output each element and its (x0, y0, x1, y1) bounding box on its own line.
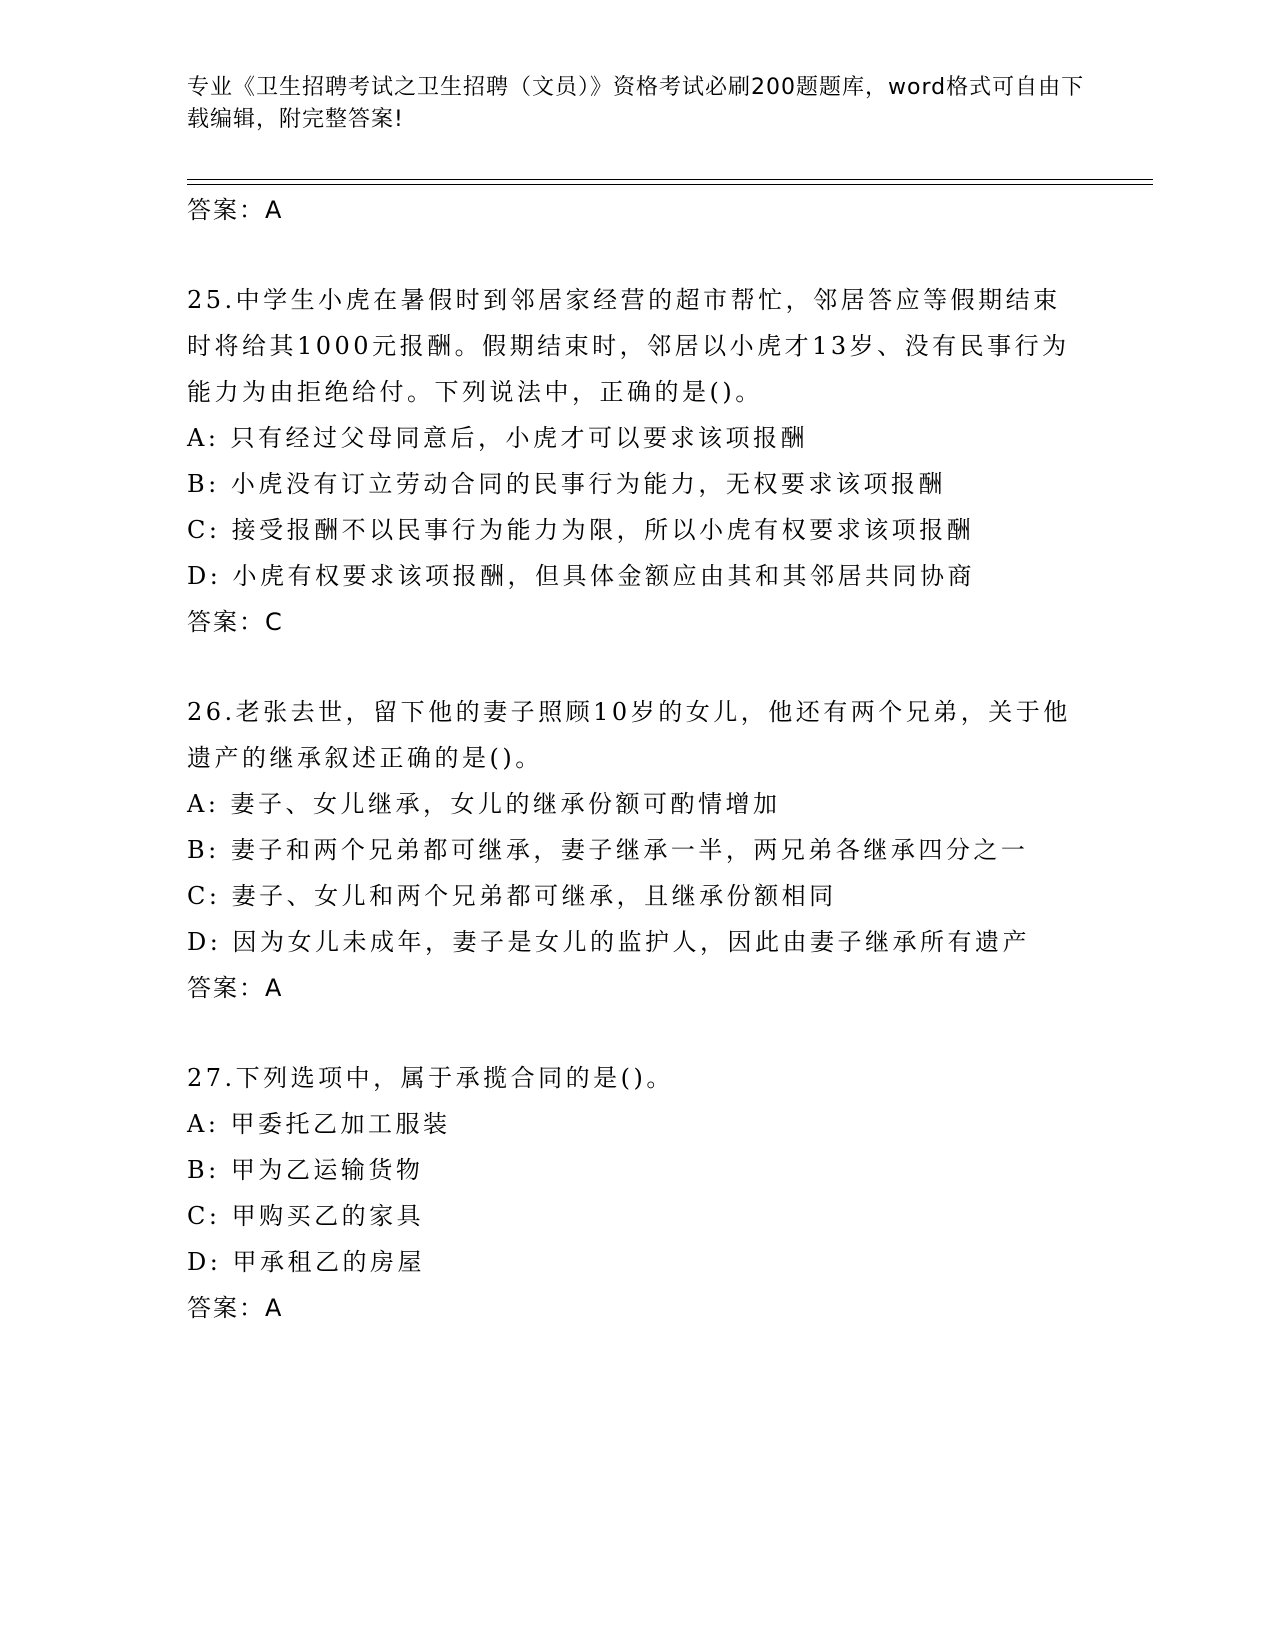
header-divider (187, 179, 1153, 180)
previous-answer: 答案：A (187, 196, 284, 224)
option-c: C: 妻子、女儿和两个兄弟都可继承，且继承份额相同 (187, 882, 837, 910)
answer-line: 答案：C (187, 608, 284, 636)
option-d: D: 小虎有权要求该项报酬，但具体金额应由其和其邻居共同协商 (187, 562, 975, 590)
question-text: 27.下列选项中，属于承揽合同的是()。 (187, 1064, 674, 1092)
question-text: 26.老张去世，留下他的妻子照顾10岁的女儿，他还有两个兄弟，关于他遗产的继承叙述正确的是()。 (187, 698, 1071, 772)
spacer (187, 1011, 1087, 1055)
header-divider-secondary (187, 184, 1153, 185)
option-b: B: 妻子和两个兄弟都可继承，妻子继承一半，两兄弟各继承四分之一 (187, 836, 1029, 864)
option-b: B: 小虎没有订立劳动合同的民事行为能力，无权要求该项报酬 (187, 470, 946, 498)
question-block (187, 277, 1087, 645)
answer-line: 答案：A (187, 1294, 284, 1322)
option-d: D: 因为女儿未成年，妻子是女儿的监护人，因此由妻子继承所有遗产 (187, 928, 1030, 956)
spacer (187, 233, 1087, 277)
question-block (187, 1055, 1087, 1331)
option-a: A: 只有经过父母同意后，小虎才可以要求该项报酬 (187, 424, 809, 452)
spacer (187, 645, 1087, 689)
option-c: C: 甲购买乙的家具 (187, 1202, 425, 1230)
option-d: D: 甲承租乙的房屋 (187, 1248, 425, 1276)
option-a: A: 妻子、女儿继承，女儿的继承份额可酌情增加 (187, 790, 781, 818)
question-block (187, 689, 1087, 1011)
answer-line: 答案：A (187, 974, 284, 1002)
question-text: 25.中学生小虎在暑假时到邻居家经营的超市帮忙，邻居答应等假期结束时将给其1000元报酬。假期结束时，邻居以小虎才13岁、没有民事行为能力为由拒绝给付。下列说法中，正确的是()。 (187, 286, 1070, 406)
option-c: C: 接受报酬不以民事行为能力为限，所以小虎有权要求该项报酬 (187, 516, 975, 544)
page-header: 专业《卫生招聘考试之卫生招聘（文员）》资格考试必刷200题题库，word格式可自由下载编辑，附完整答案! (187, 75, 1085, 132)
document-body (187, 187, 1087, 1331)
option-b: B: 甲为乙运输货物 (187, 1156, 424, 1184)
option-a: A: 甲委托乙加工服装 (187, 1110, 451, 1138)
